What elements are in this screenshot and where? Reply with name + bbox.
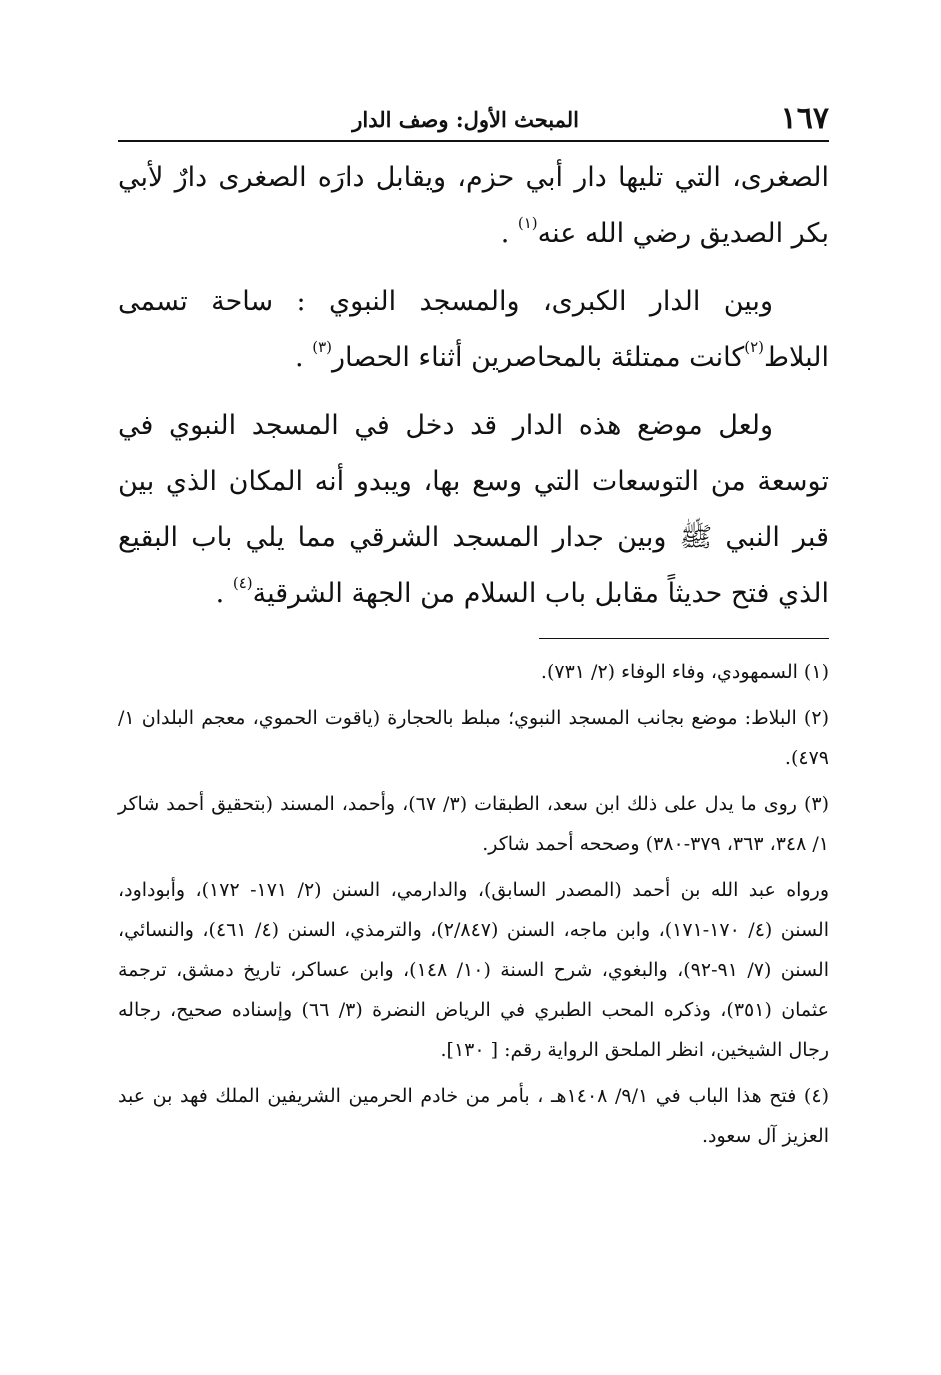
footnote-marker-3: (٣) xyxy=(312,338,332,356)
running-title: المبحث الأول: وصف الدار xyxy=(352,107,579,132)
paragraph-3 xyxy=(118,398,829,622)
page-number: ١٦٧ xyxy=(780,101,829,136)
footnote-marker-2: (٢) xyxy=(744,338,765,356)
paragraph-2 xyxy=(118,274,829,386)
paragraph-1-text: الصغرى، التي تليها دار أبي حزم، ويقابل دارَه الصغرى دارٌ لأبي بكر الصديق رضي الله عنه xyxy=(118,162,829,249)
paragraph-3-end: . xyxy=(215,578,233,609)
footnote-2: (٢) البلاط: موضع بجانب المسجد النبوي؛ مبلط بالحجارة (ياقوت الحموي، معجم البلدان ١/ ٤٧٩). xyxy=(118,707,829,769)
footnote-marker-1: (١) xyxy=(517,214,538,232)
paragraph-1-end: . xyxy=(500,218,518,249)
paragraph-3-text: ولعل موضع هذه الدار قد دخل في المسجد النبوي في توسعة من التوسعات التي وسع بها، ويبدو أنه المكان الذي بين قبر النبي ﷺ وبين جدار المسجد الشرقي مما يلي باب البقيع الذي فتح حديثاً مقابل باب السلام من الجهة الشرقية xyxy=(118,410,829,609)
main-text xyxy=(118,150,829,634)
page-header xyxy=(118,100,829,142)
footnotes xyxy=(118,652,829,1162)
footnote-marker-4: (٤) xyxy=(232,574,253,592)
paragraph-2-text-a: وبين الدار الكبرى، والمسجد النبوي : ساحة تسمى البلاط xyxy=(118,286,829,373)
paragraph-2-end: . xyxy=(295,342,313,373)
footnote-4: (٤) فتح هذا الباب في ٩/١/ ١٤٠٨هـ ، بأمر من خادم الحرمين الشريفين الملك فهد بن عبد العزيز آل سعود. xyxy=(118,1085,829,1147)
footnote-1: (١) السمهودي، وفاء الوفاء (٢/ ٧٣١). xyxy=(540,661,829,683)
footnote-3-continued: ورواه عبد الله بن أحمد (المصدر السابق)، والدارمي، السنن (٢/ ١٧١- ١٧٢)، وأبوداود، السنن (٤/ ١٧٠-١٧١)، وابن ماجه، السنن (٢/٨٤٧)، والترمذي، السنن (٤/ ٤٦١)، والنسائي، السنن (٧/ ٩١-٩٢)، والبغوي، شرح السنة (١٠/ ١٤٨)، وابن عساكر، تاريخ دمشق، ترجمة عثمان (٣٥١)، وذكره المحب الطبري في الرياض النضرة (٣/ ٦٦) وإسناده صحيح، رجاله رجال الشيخين، انظر الملحق الرواية رقم: [ ١٣٠]. xyxy=(118,879,829,1061)
footnote-separator xyxy=(539,638,829,639)
footnote-3: (٣) روى ما يدل على ذلك ابن سعد، الطبقات (٣/ ٦٧)، وأحمد، المسند (بتحقيق أحمد شاكر ١/ ٣٤٨، ٣٦٣، ٣٧٩-٣٨٠) وصححه أحمد شاكر. xyxy=(118,793,829,855)
paragraph-2-text-b: كانت ممتلئة بالمحاصرين أثناء الحصار xyxy=(331,342,745,373)
paragraph-1 xyxy=(118,150,829,262)
